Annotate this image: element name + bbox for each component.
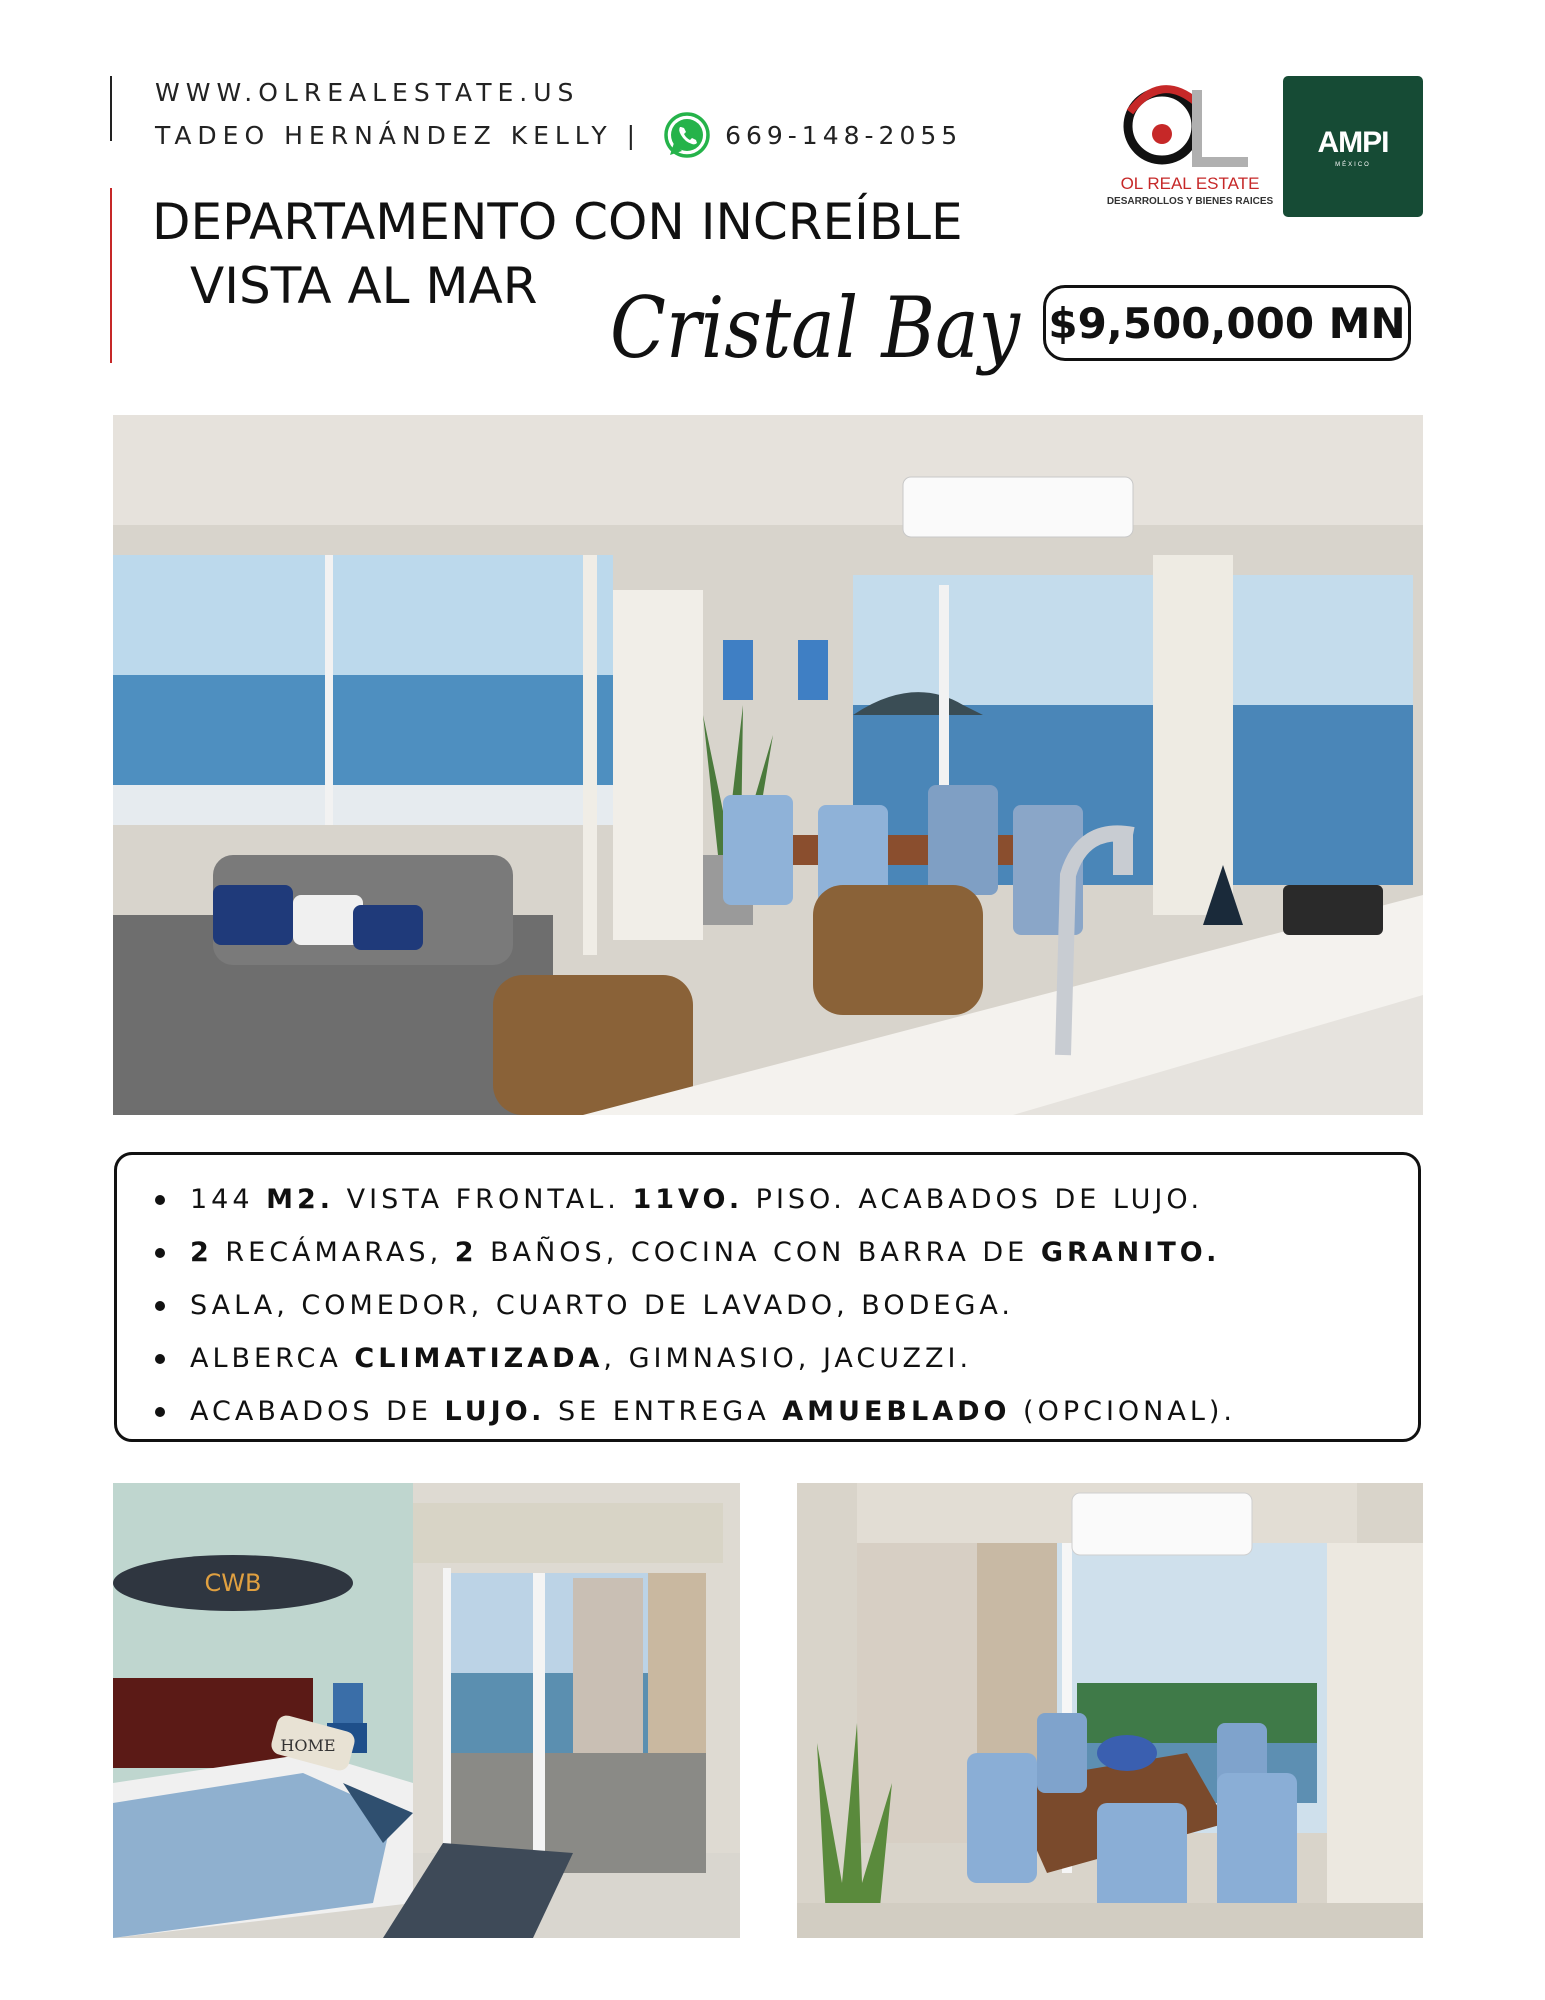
- feature-segment: , GIMNASIO, JACUZZI.: [603, 1343, 973, 1374]
- feature-segment: ACABADOS DE: [190, 1396, 445, 1427]
- feature-highlight: M2.: [266, 1184, 335, 1215]
- property-name-text: Cristal Bay: [610, 279, 1022, 377]
- feature-segment: SALA, COMEDOR, CUARTO DE LAVADO, BODEGA.: [190, 1290, 1014, 1321]
- feature-highlight: 2: [190, 1237, 213, 1268]
- contact-block: [155, 76, 962, 162]
- dining-room-photo: [797, 1483, 1423, 1938]
- bullet-icon: [155, 1248, 165, 1258]
- price-badge: $9,500,000 MN: [1043, 285, 1411, 361]
- feature-item: [155, 1279, 1418, 1332]
- ol-logo-name: OL REAL ESTATE: [1120, 174, 1260, 193]
- bullet-icon: [155, 1301, 165, 1311]
- bullet-icon: [155, 1407, 165, 1417]
- ol-logo-tagline: DESARROLLOS Y BIENES RAICES: [1106, 196, 1274, 207]
- feature-item: [155, 1173, 1418, 1226]
- ampi-country: MÉXICO: [1335, 162, 1371, 168]
- features-list: [155, 1173, 1418, 1438]
- feature-highlight: 2: [454, 1237, 478, 1268]
- feature-text: [190, 1279, 1014, 1332]
- property-name-script: [610, 245, 1030, 425]
- living-dining-room-ocean-view-photo: [113, 415, 1423, 1115]
- ampi-logo: [1283, 76, 1423, 217]
- feature-segment: 144: [190, 1184, 267, 1215]
- bullet-icon: [155, 1354, 165, 1364]
- features-box: [114, 1152, 1421, 1442]
- feature-highlight: CLIMATIZADA: [354, 1343, 604, 1374]
- website-link[interactable]: WWW.OLREALESTATE.US: [155, 78, 580, 107]
- feature-text: [190, 1173, 1203, 1226]
- feature-highlight: 11VO.: [632, 1184, 744, 1215]
- feature-segment: PISO. ACABADOS DE LUJO.: [743, 1184, 1204, 1215]
- feature-highlight: GRANITO.: [1040, 1237, 1221, 1268]
- whatsapp-icon[interactable]: [661, 110, 713, 162]
- feature-highlight: AMUEBLADO: [782, 1396, 1011, 1427]
- ol-logo-mark-icon: [1100, 72, 1280, 172]
- phone-number[interactable]: 669-148-2055: [725, 121, 963, 150]
- feature-item: [155, 1332, 1418, 1385]
- feature-segment: (OPCIONAL).: [1010, 1396, 1237, 1427]
- feature-segment: ALBERCA: [190, 1343, 355, 1374]
- ampi-wordmark: AMPI: [1317, 126, 1389, 159]
- bedroom-ocean-view-photo: [113, 1483, 740, 1938]
- feature-segment: BAÑOS, COCINA CON BARRA DE: [477, 1237, 1041, 1268]
- ol-real-estate-logo: [1100, 72, 1280, 222]
- title-line-2: VISTA AL MAR: [190, 257, 538, 315]
- bullet-icon: [155, 1195, 165, 1205]
- title-divider: [110, 188, 112, 363]
- contact-divider: [110, 76, 112, 141]
- feature-highlight: LUJO.: [444, 1396, 546, 1427]
- title-line-1: DEPARTAMENTO CON INCREÍBLE: [152, 193, 963, 251]
- feature-segment: SE ENTREGA: [545, 1396, 783, 1427]
- feature-segment: VISTA FRONTAL.: [334, 1184, 633, 1215]
- surfboard-text: CWB: [204, 1569, 262, 1597]
- feature-text: [190, 1332, 972, 1385]
- feature-item: [155, 1385, 1418, 1438]
- feature-segment: RECÁMARAS,: [212, 1237, 455, 1268]
- feature-text: [190, 1226, 1220, 1279]
- agent-name: TADEO HERNÁNDEZ KELLY |: [155, 121, 642, 150]
- feature-text: [190, 1385, 1236, 1438]
- feature-item: [155, 1226, 1418, 1279]
- pillow-text: HOME: [280, 1736, 336, 1755]
